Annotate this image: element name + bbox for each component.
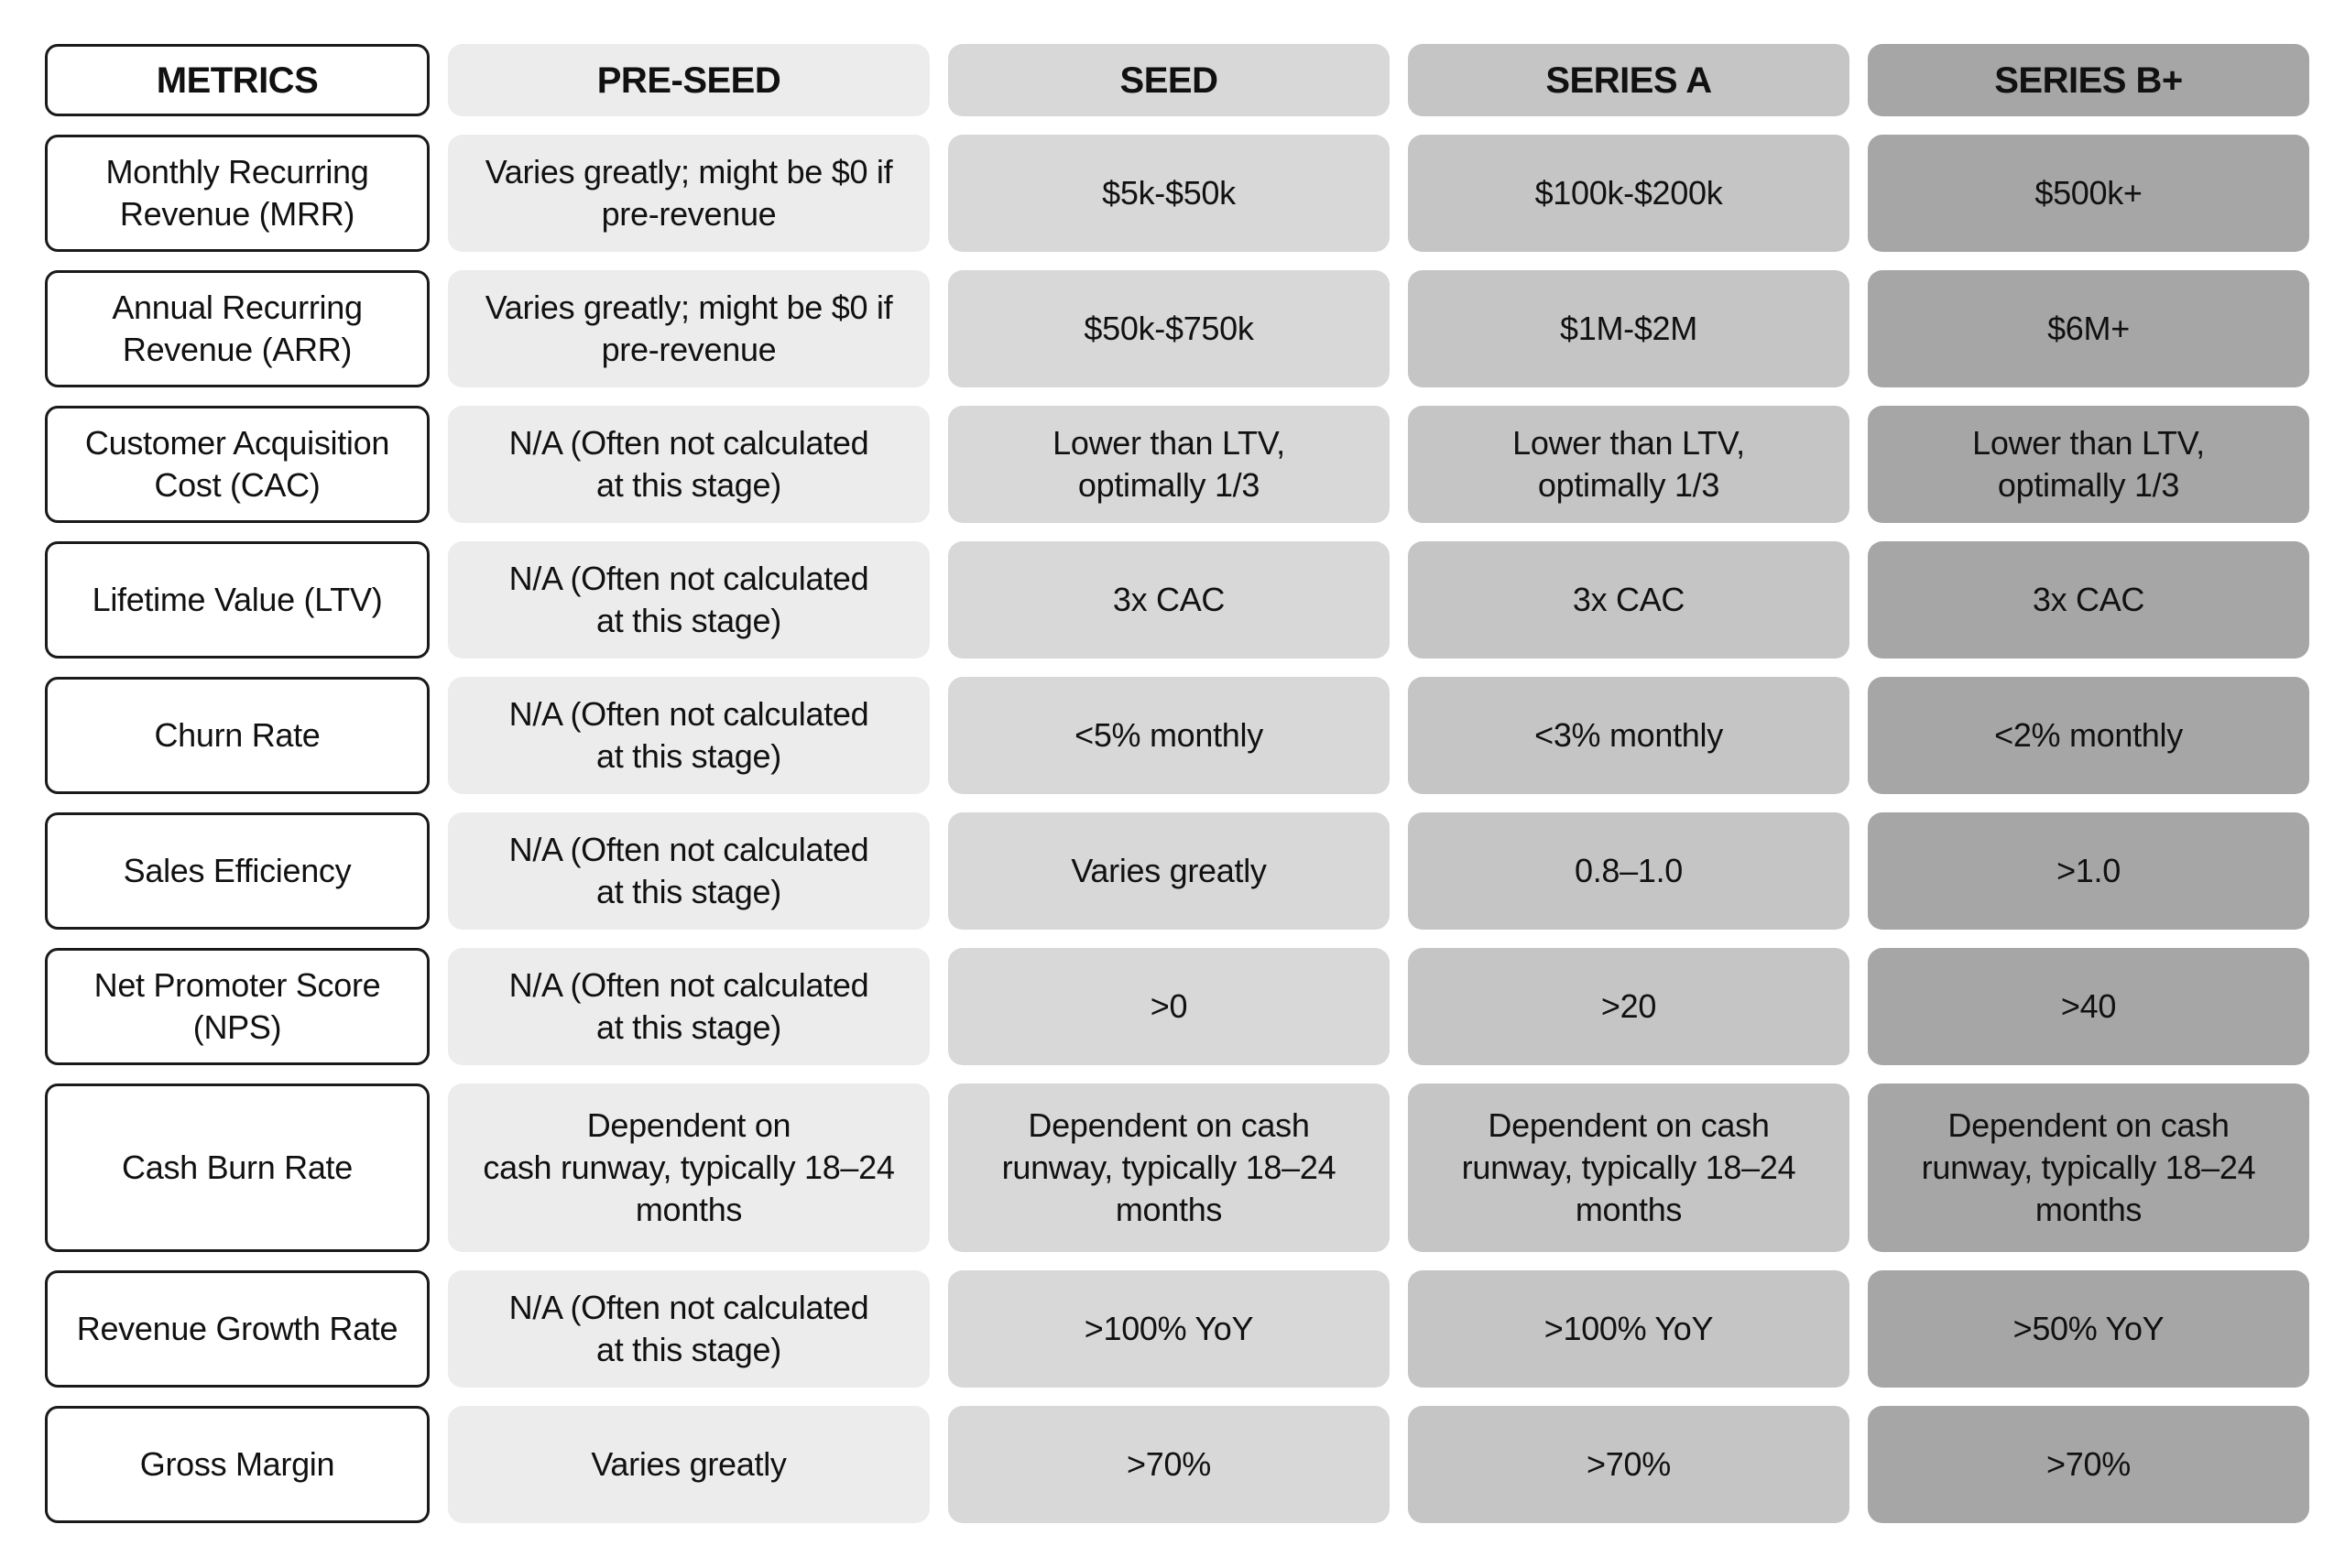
cell-cac-series-a: Lower than LTV, optimally 1/3 [1408,406,1849,523]
metric-churn-rate: Churn Rate [45,677,430,794]
metric-gross-margin: Gross Margin [45,1406,430,1523]
header-seed: SEED [948,44,1390,116]
cell-nps-series-a: >20 [1408,948,1849,1065]
cell-sales-efficiency-series-b: >1.0 [1868,812,2309,930]
metric-ltv: Lifetime Value (LTV) [45,541,430,659]
cell-nps-seed: >0 [948,948,1390,1065]
cell-arr-seed: $50k-$750k [948,270,1390,387]
metric-arr: Annual Recurring Revenue (ARR) [45,270,430,387]
cell-gross-margin-seed: >70% [948,1406,1390,1523]
cell-revenue-growth-series-b: >50% YoY [1868,1270,2309,1388]
cell-churn-series-b: <2% monthly [1868,677,2309,794]
cell-nps-pre-seed: N/A (Often not calculated at this stage) [448,948,930,1065]
cell-churn-seed: <5% monthly [948,677,1390,794]
cell-cash-burn-pre-seed: Dependent on cash runway, typically 18–24 months [448,1083,930,1252]
metric-cash-burn-rate: Cash Burn Rate [45,1083,430,1252]
cell-revenue-growth-series-a: >100% YoY [1408,1270,1849,1388]
cell-cash-burn-series-a: Dependent on cash runway, typically 18–24 months [1408,1083,1849,1252]
cell-arr-series-a: $1M-$2M [1408,270,1849,387]
cell-mrr-series-b: $500k+ [1868,135,2309,252]
cell-gross-margin-series-b: >70% [1868,1406,2309,1523]
cell-ltv-series-a: 3x CAC [1408,541,1849,659]
metric-cac: Customer Acquisition Cost (CAC) [45,406,430,523]
metric-mrr: Monthly Recurring Revenue (MRR) [45,135,430,252]
cell-ltv-series-b: 3x CAC [1868,541,2309,659]
cell-sales-efficiency-pre-seed: N/A (Often not calculated at this stage) [448,812,930,930]
cell-revenue-growth-pre-seed: N/A (Often not calculated at this stage) [448,1270,930,1388]
cell-cac-pre-seed: N/A (Often not calculated at this stage) [448,406,930,523]
cell-gross-margin-series-a: >70% [1408,1406,1849,1523]
cell-churn-series-a: <3% monthly [1408,677,1849,794]
cell-arr-pre-seed: Varies greatly; might be $0 if pre-revenue [448,270,930,387]
cell-cash-burn-seed: Dependent on cash runway, typically 18–24 months [948,1083,1390,1252]
header-metrics: METRICS [45,44,430,116]
metric-nps: Net Promoter Score (NPS) [45,948,430,1065]
cell-cac-seed: Lower than LTV, optimally 1/3 [948,406,1390,523]
metric-revenue-growth-rate: Revenue Growth Rate [45,1270,430,1388]
header-series-b-plus: SERIES B+ [1868,44,2309,116]
cell-mrr-series-a: $100k-$200k [1408,135,1849,252]
cell-nps-series-b: >40 [1868,948,2309,1065]
cell-gross-margin-pre-seed: Varies greatly [448,1406,930,1523]
header-pre-seed: PRE-SEED [448,44,930,116]
cell-revenue-growth-seed: >100% YoY [948,1270,1390,1388]
cell-churn-pre-seed: N/A (Often not calculated at this stage) [448,677,930,794]
cell-sales-efficiency-seed: Varies greatly [948,812,1390,930]
cell-ltv-seed: 3x CAC [948,541,1390,659]
cell-ltv-pre-seed: N/A (Often not calculated at this stage) [448,541,930,659]
metric-sales-efficiency: Sales Efficiency [45,812,430,930]
cell-cash-burn-series-b: Dependent on cash runway, typically 18–24 months [1868,1083,2309,1252]
stage-metrics-table [45,44,2311,1523]
header-series-a: SERIES A [1408,44,1849,116]
cell-mrr-seed: $5k-$50k [948,135,1390,252]
cell-cac-series-b: Lower than LTV, optimally 1/3 [1868,406,2309,523]
cell-sales-efficiency-series-a: 0.8–1.0 [1408,812,1849,930]
cell-mrr-pre-seed: Varies greatly; might be $0 if pre-revenue [448,135,930,252]
cell-arr-series-b: $6M+ [1868,270,2309,387]
